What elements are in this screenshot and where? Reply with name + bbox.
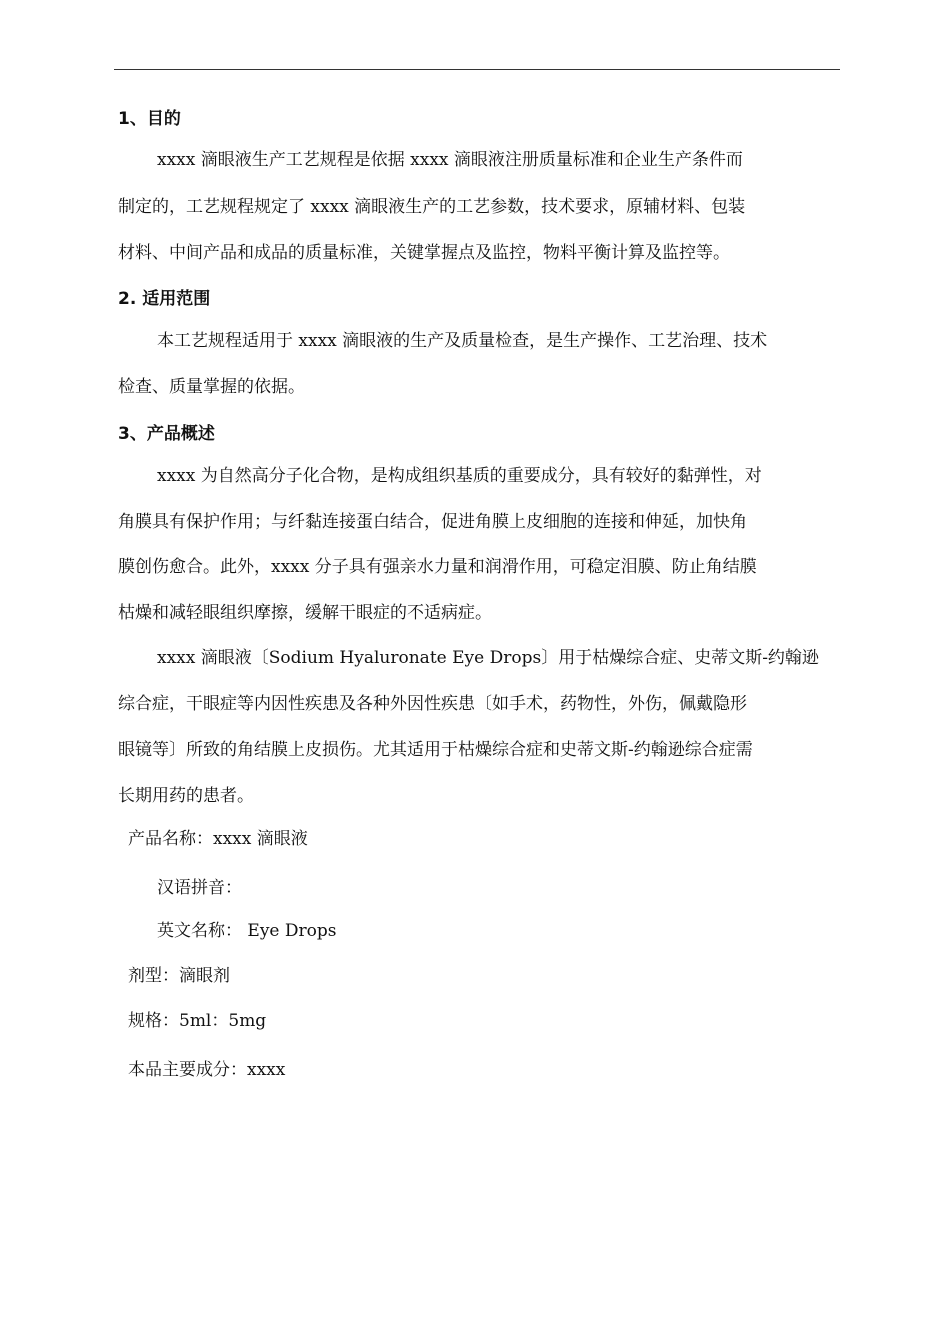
field-product-name: 产品名称：xxxx 滴眼液	[128, 829, 308, 849]
overview-p1-line-2: 角膜具有保护作用；与纤黏连接蛋白结合，促进角膜上皮细胞的连接和伸延，加快角	[118, 512, 747, 532]
overview-p2-line-2: 综合症，干眼症等内因性疾患及各种外因性疾患〔如手术，药物性，外伤，佩戴隐形	[118, 694, 747, 714]
overview-p1-line-4: 枯燥和减轻眼组织摩擦，缓解干眼症的不适病症。	[118, 603, 492, 623]
scope-line-2: 检查、质量掌握的依据。	[118, 377, 305, 397]
field-spec: 规格：5ml：5mg	[128, 1011, 267, 1031]
heading-purpose: 1、目的	[118, 109, 181, 129]
overview-p1-line-1: xxxx 为自然高分子化合物，是构成组织基质的重要成分，具有较好的黏弹性，对	[157, 466, 762, 486]
purpose-line-1: xxxx 滴眼液生产工艺规程是依据 xxxx 滴眼液注册质量标准和企业生产条件而	[157, 150, 743, 170]
overview-p1-line-3: 膜创伤愈合。此外，xxxx 分子具有强亲水力量和润滑作用，可稳定泪膜、防止角结膜	[118, 557, 757, 577]
header-rule	[114, 69, 840, 70]
heading-scope: 2. 适用范围	[118, 289, 211, 309]
field-dosage-form: 剂型：滴眼剂	[128, 966, 230, 986]
heading-overview: 3、产品概述	[118, 424, 215, 444]
field-english-name: 英文名称： Eye Drops	[157, 921, 337, 941]
purpose-line-2: 制定的，工艺规程规定了 xxxx 滴眼液生产的工艺参数，技术要求，原辅材料、包装	[118, 197, 746, 217]
overview-p2-line-1: xxxx 滴眼液〔Sodium Hyaluronate Eye Drops〕用于枯燥综合症、史蒂文斯-约翰逊	[157, 648, 819, 668]
overview-p2-line-4: 长期用药的患者。	[118, 786, 254, 806]
field-ingredient: 本品主要成分：xxxx	[128, 1060, 286, 1080]
field-pinyin: 汉语拼音：	[157, 878, 242, 898]
purpose-line-3: 材料、中间产品和成品的质量标准，关键掌握点及监控，物料平衡计算及监控等。	[118, 243, 730, 263]
scope-line-1: 本工艺规程适用于 xxxx 滴眼液的生产及质量检查，是生产操作、工艺治理、技术	[157, 331, 768, 351]
overview-p2-line-3: 眼镜等〕所致的角结膜上皮损伤。尤其适用于枯燥综合症和史蒂文斯-约翰逊综合症需	[118, 740, 753, 760]
